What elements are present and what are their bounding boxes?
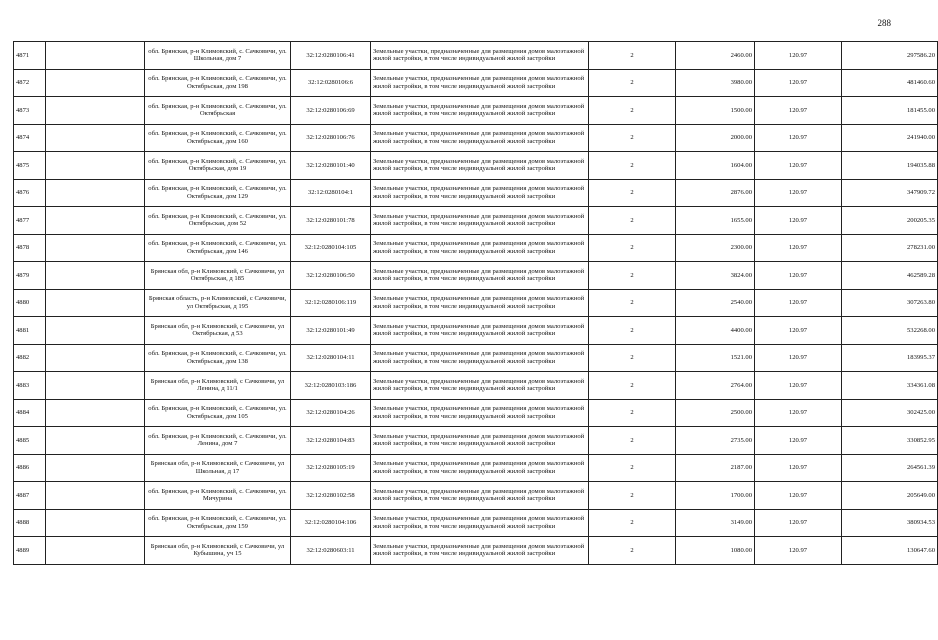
row-number: 4876	[14, 179, 46, 207]
cadastral-number-cell: 32:12:0280101:40	[291, 152, 371, 180]
land-use-description-cell: Земельные участки, предназначенные для размещения домов малоэтажной жилой застройки, в том числе индивидуальной жилой застройки	[371, 124, 589, 152]
land-use-description-cell: Земельные участки, предназначенные для размещения домов малоэтажной жилой застройки, в том числе индивидуальной жилой застройки	[371, 207, 589, 235]
cadastral-number-cell: 32:12:0280104:83	[291, 427, 371, 455]
land-use-description-cell: Земельные участки, предназначенные для размещения домов малоэтажной жилой застройки, в том числе индивидуальной жилой застройки	[371, 509, 589, 537]
address-cell: обл. Брянская, р-н Климовский, с. Сачковичи, ул. Октябрьская, дом 105	[145, 399, 291, 427]
empty-cell	[46, 42, 145, 70]
table-row	[14, 262, 938, 290]
table-row	[14, 427, 938, 455]
address-cell: обл. Брянская, р-н Климовский, с. Сачковичи, ул. Октябрьская, дом 198	[145, 69, 291, 97]
empty-cell	[46, 317, 145, 345]
group-code-cell: 2	[589, 372, 676, 400]
area-cell: 2540.00	[676, 289, 755, 317]
land-use-description-cell: Земельные участки, предназначенные для размещения домов малоэтажной жилой застройки, в том числе индивидуальной жилой застройки	[371, 537, 589, 565]
empty-cell	[46, 124, 145, 152]
address-cell: обл. Брянская, р-н Климовский, с. Сачковичи, ул. Ленина, дом 7	[145, 427, 291, 455]
cadastral-number-cell: 32:12:0280104:26	[291, 399, 371, 427]
group-code-cell: 2	[589, 537, 676, 565]
table-row	[14, 537, 938, 565]
row-number: 4871	[14, 42, 46, 70]
empty-cell	[46, 262, 145, 290]
specific-value-cell: 120.97	[755, 69, 842, 97]
specific-value-cell: 120.97	[755, 207, 842, 235]
land-use-description-cell: Земельные участки, предназначенные для размещения домов малоэтажной жилой застройки, в том числе индивидуальной жилой застройки	[371, 234, 589, 262]
row-number: 4881	[14, 317, 46, 345]
address-cell: Брянская обл, р-н Климовский, с Сачковичи, ул Октябрьская, д 185	[145, 262, 291, 290]
area-cell: 1521.00	[676, 344, 755, 372]
area-cell: 2460.00	[676, 42, 755, 70]
land-use-description-cell: Земельные участки, предназначенные для размещения домов малоэтажной жилой застройки, в том числе индивидуальной жилой застройки	[371, 317, 589, 345]
cadastral-number-cell: 32:12:0280106:119	[291, 289, 371, 317]
specific-value-cell: 120.97	[755, 427, 842, 455]
specific-value-cell: 120.97	[755, 537, 842, 565]
group-code-cell: 2	[589, 69, 676, 97]
area-cell: 2000.00	[676, 124, 755, 152]
cadastral-number-cell: 32:12:0280603:11	[291, 537, 371, 565]
cadastral-value-cell: 462589.28	[842, 262, 938, 290]
cadastral-value-cell: 307263.80	[842, 289, 938, 317]
cadastral-value-cell: 334361.08	[842, 372, 938, 400]
land-use-description-cell: Земельные участки, предназначенные для размещения домов малоэтажной жилой застройки, в том числе индивидуальной жилой застройки	[371, 427, 589, 455]
specific-value-cell: 120.97	[755, 262, 842, 290]
row-number: 4884	[14, 399, 46, 427]
row-number: 4874	[14, 124, 46, 152]
empty-cell	[46, 69, 145, 97]
cadastral-value-cell: 380934.53	[842, 509, 938, 537]
cadastral-value-cell: 194035.88	[842, 152, 938, 180]
group-code-cell: 2	[589, 454, 676, 482]
address-cell: обл. Брянская, р-н Климовский, с. Сачковичи, ул. Октябрьская, дом 138	[145, 344, 291, 372]
empty-cell	[46, 427, 145, 455]
land-use-description-cell: Земельные участки, предназначенные для размещения домов малоэтажной жилой застройки, в том числе индивидуальной жилой застройки	[371, 454, 589, 482]
specific-value-cell: 120.97	[755, 152, 842, 180]
address-cell: обл. Брянская, р-н Климовский, с. Сачковичи, ул. Мичурина	[145, 482, 291, 510]
land-use-description-cell: Земельные участки, предназначенные для размещения домов малоэтажной жилой застройки, в том числе индивидуальной жилой застройки	[371, 289, 589, 317]
row-number: 4889	[14, 537, 46, 565]
cadastral-value-cell: 481460.60	[842, 69, 938, 97]
group-code-cell: 2	[589, 97, 676, 125]
group-code-cell: 2	[589, 344, 676, 372]
group-code-cell: 2	[589, 262, 676, 290]
land-use-description-cell: Земельные участки, предназначенные для размещения домов малоэтажной жилой застройки, в том числе индивидуальной жилой застройки	[371, 372, 589, 400]
address-cell: обл. Брянская, р-н Климовский, с. Сачковичи, ул. Октябрьская, дом 52	[145, 207, 291, 235]
table-row	[14, 482, 938, 510]
area-cell: 1655.00	[676, 207, 755, 235]
cadastral-value-cell: 347909.72	[842, 179, 938, 207]
cadastral-number-cell: 32:12:0280104:11	[291, 344, 371, 372]
empty-cell	[46, 234, 145, 262]
row-number: 4872	[14, 69, 46, 97]
group-code-cell: 2	[589, 152, 676, 180]
table-row	[14, 372, 938, 400]
cadastral-number-cell: 32:12:0280104:106	[291, 509, 371, 537]
table-row	[14, 97, 938, 125]
cadastral-value-cell: 200205.35	[842, 207, 938, 235]
empty-cell	[46, 399, 145, 427]
cadastral-value-cell: 302425.00	[842, 399, 938, 427]
table-row	[14, 124, 938, 152]
table-row	[14, 234, 938, 262]
area-cell: 2300.00	[676, 234, 755, 262]
area-cell: 2735.00	[676, 427, 755, 455]
cadastral-value-cell: 532268.00	[842, 317, 938, 345]
group-code-cell: 2	[589, 124, 676, 152]
table-body	[14, 42, 938, 565]
specific-value-cell: 120.97	[755, 97, 842, 125]
row-number: 4880	[14, 289, 46, 317]
empty-cell	[46, 152, 145, 180]
cadastral-value-cell: 183995.37	[842, 344, 938, 372]
cadastral-number-cell: 32:12:0280106:69	[291, 97, 371, 125]
land-use-description-cell: Земельные участки, предназначенные для размещения домов малоэтажной жилой застройки, в том числе индивидуальной жилой застройки	[371, 69, 589, 97]
group-code-cell: 2	[589, 317, 676, 345]
land-use-description-cell: Земельные участки, предназначенные для размещения домов малоэтажной жилой застройки, в том числе индивидуальной жилой застройки	[371, 152, 589, 180]
specific-value-cell: 120.97	[755, 124, 842, 152]
row-number: 4877	[14, 207, 46, 235]
area-cell: 1500.00	[676, 97, 755, 125]
empty-cell	[46, 344, 145, 372]
table-row	[14, 42, 938, 70]
area-cell: 1700.00	[676, 482, 755, 510]
land-use-description-cell: Земельные участки, предназначенные для размещения домов малоэтажной жилой застройки, в том числе индивидуальной жилой застройки	[371, 399, 589, 427]
cadastral-number-cell: 32:12:0280106:50	[291, 262, 371, 290]
row-number: 4886	[14, 454, 46, 482]
empty-cell	[46, 482, 145, 510]
cadastral-value-cell: 241940.00	[842, 124, 938, 152]
cadastral-value-cell: 330852.95	[842, 427, 938, 455]
cadastral-value-cell: 278231.00	[842, 234, 938, 262]
land-use-description-cell: Земельные участки, предназначенные для размещения домов малоэтажной жилой застройки, в том числе индивидуальной жилой застройки	[371, 42, 589, 70]
empty-cell	[46, 454, 145, 482]
area-cell: 1080.00	[676, 537, 755, 565]
land-use-description-cell: Земельные участки, предназначенные для размещения домов малоэтажной жилой застройки, в том числе индивидуальной жилой застройки	[371, 262, 589, 290]
specific-value-cell: 120.97	[755, 289, 842, 317]
table-row	[14, 509, 938, 537]
address-cell: Брянская область, р-н Климовский, с Сачковичи, ул Октябрьская, д 195	[145, 289, 291, 317]
group-code-cell: 2	[589, 207, 676, 235]
specific-value-cell: 120.97	[755, 509, 842, 537]
specific-value-cell: 120.97	[755, 482, 842, 510]
land-plots-table	[13, 41, 938, 565]
area-cell: 1604.00	[676, 152, 755, 180]
area-cell: 2187.00	[676, 454, 755, 482]
group-code-cell: 2	[589, 427, 676, 455]
row-number: 4888	[14, 509, 46, 537]
area-cell: 3149.00	[676, 509, 755, 537]
specific-value-cell: 120.97	[755, 344, 842, 372]
area-cell: 2876.00	[676, 179, 755, 207]
specific-value-cell: 120.97	[755, 317, 842, 345]
empty-cell	[46, 372, 145, 400]
specific-value-cell: 120.97	[755, 399, 842, 427]
row-number: 4885	[14, 427, 46, 455]
cadastral-number-cell: 32:12:0280102:58	[291, 482, 371, 510]
table-row	[14, 289, 938, 317]
cadastral-number-cell: 32:12:0280104:1	[291, 179, 371, 207]
cadastral-value-cell: 297586.20	[842, 42, 938, 70]
address-cell: Брянская обл, р-н Климовский, с Сачковичи, ул Кубышина, уч 15	[145, 537, 291, 565]
address-cell: Брянская обл, р-н Климовский, с Сачковичи, ул Школьная, д 17	[145, 454, 291, 482]
address-cell: обл. Брянская, р-н Климовский, с. Сачковичи, ул. Октябрьская, дом 160	[145, 124, 291, 152]
cadastral-number-cell: 32:12:0280105:19	[291, 454, 371, 482]
group-code-cell: 2	[589, 482, 676, 510]
empty-cell	[46, 97, 145, 125]
cadastral-number-cell: 32:12:0280106:41	[291, 42, 371, 70]
row-number: 4873	[14, 97, 46, 125]
cadastral-value-cell: 205649.00	[842, 482, 938, 510]
cadastral-number-cell: 32:12:0280106:6	[291, 69, 371, 97]
cadastral-number-cell: 32:12:0280104:105	[291, 234, 371, 262]
cadastral-number-cell: 32:12:0280103:186	[291, 372, 371, 400]
area-cell: 4400.00	[676, 317, 755, 345]
row-number: 4882	[14, 344, 46, 372]
table-row	[14, 344, 938, 372]
land-use-description-cell: Земельные участки, предназначенные для размещения домов малоэтажной жилой застройки, в том числе индивидуальной жилой застройки	[371, 179, 589, 207]
cadastral-number-cell: 32:12:0280101:78	[291, 207, 371, 235]
table-row	[14, 152, 938, 180]
table-row	[14, 179, 938, 207]
page-number: 288	[877, 18, 891, 28]
area-cell: 2764.00	[676, 372, 755, 400]
row-number: 4879	[14, 262, 46, 290]
group-code-cell: 2	[589, 509, 676, 537]
address-cell: обл. Брянская, р-н Климовский, с. Сачковичи, ул. Октябрьская, дом 146	[145, 234, 291, 262]
table-row	[14, 454, 938, 482]
cadastral-value-cell: 130647.60	[842, 537, 938, 565]
specific-value-cell: 120.97	[755, 454, 842, 482]
group-code-cell: 2	[589, 399, 676, 427]
specific-value-cell: 120.97	[755, 42, 842, 70]
row-number: 4887	[14, 482, 46, 510]
table-row	[14, 207, 938, 235]
address-cell: обл. Брянская, р-н Климовский, с. Сачковичи, ул. Октябрьская, дом 129	[145, 179, 291, 207]
row-number: 4875	[14, 152, 46, 180]
empty-cell	[46, 289, 145, 317]
area-cell: 2500.00	[676, 399, 755, 427]
specific-value-cell: 120.97	[755, 372, 842, 400]
address-cell: Брянская обл, р-н Климовский, с Сачковичи, ул Ленина, д 11/1	[145, 372, 291, 400]
table-row	[14, 69, 938, 97]
land-use-description-cell: Земельные участки, предназначенные для размещения домов малоэтажной жилой застройки, в том числе индивидуальной жилой застройки	[371, 344, 589, 372]
address-cell: обл. Брянская, р-н Климовский, с. Сачковичи, ул. Школьная, дом 7	[145, 42, 291, 70]
land-use-description-cell: Земельные участки, предназначенные для размещения домов малоэтажной жилой застройки, в том числе индивидуальной жилой застройки	[371, 97, 589, 125]
empty-cell	[46, 207, 145, 235]
specific-value-cell: 120.97	[755, 179, 842, 207]
area-cell: 3980.00	[676, 69, 755, 97]
empty-cell	[46, 179, 145, 207]
group-code-cell: 2	[589, 42, 676, 70]
group-code-cell: 2	[589, 234, 676, 262]
table-row	[14, 317, 938, 345]
address-cell: обл. Брянская, р-н Климовский, с. Сачковичи, ул. Октябрьская, дом 19	[145, 152, 291, 180]
table-row	[14, 399, 938, 427]
group-code-cell: 2	[589, 289, 676, 317]
row-number: 4878	[14, 234, 46, 262]
address-cell: Брянская обл, р-н Климовский, с Сачковичи, ул Октябрьская, д 53	[145, 317, 291, 345]
cadastral-number-cell: 32:12:0280101:49	[291, 317, 371, 345]
group-code-cell: 2	[589, 179, 676, 207]
empty-cell	[46, 537, 145, 565]
empty-cell	[46, 509, 145, 537]
address-cell: обл. Брянская, р-н Климовский, с. Сачковичи, ул. Октябрьская	[145, 97, 291, 125]
specific-value-cell: 120.97	[755, 234, 842, 262]
land-use-description-cell: Земельные участки, предназначенные для размещения домов малоэтажной жилой застройки, в том числе индивидуальной жилой застройки	[371, 482, 589, 510]
cadastral-value-cell: 264561.39	[842, 454, 938, 482]
address-cell: обл. Брянская, р-н Климовский, с. Сачковичи, ул. Октябрьская, дом 159	[145, 509, 291, 537]
row-number: 4883	[14, 372, 46, 400]
area-cell: 3824.00	[676, 262, 755, 290]
cadastral-value-cell: 181455.00	[842, 97, 938, 125]
cadastral-number-cell: 32:12:0280106:76	[291, 124, 371, 152]
